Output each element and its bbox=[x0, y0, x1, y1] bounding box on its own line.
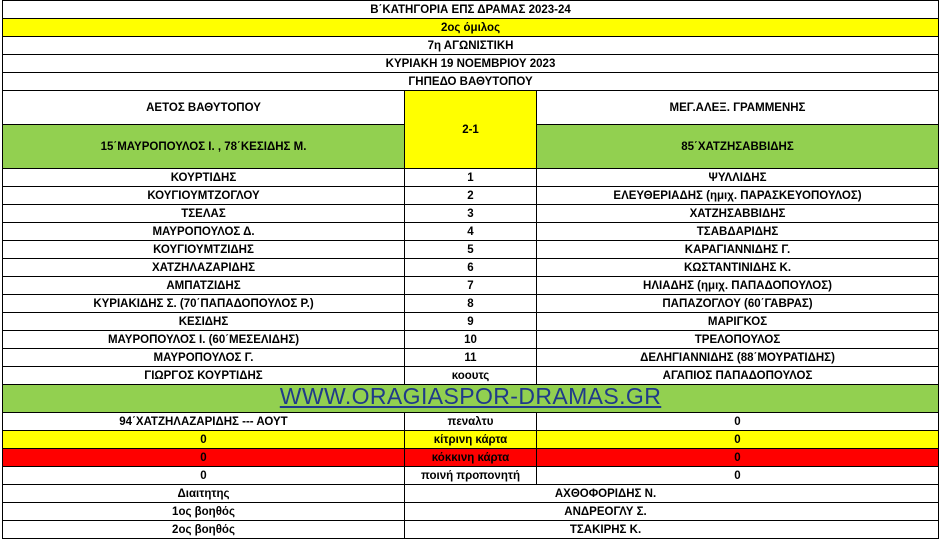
home-stat-value: 0 bbox=[3, 449, 405, 467]
lineup-row bbox=[3, 259, 939, 277]
official-row bbox=[3, 503, 939, 521]
lineup-row bbox=[3, 331, 939, 349]
away-coach: ΑΓΑΠΙΟΣ ΠΑΠΑΔΟΠΟΥΛΟΣ bbox=[537, 367, 939, 385]
official-role: 2ος βοηθός bbox=[3, 521, 405, 539]
away-player: ΜΑΡΙΓΚΟΣ bbox=[537, 313, 939, 331]
official-name: ΑΧΘΟΦΟΡΙΔΗΣ Ν. bbox=[405, 485, 939, 503]
away-scorers: 85΄ΧΑΤΖΗΣΑΒΒΙΔΗΣ bbox=[537, 125, 939, 169]
away-player: ΚΑΡΑΓΙΑΝΝΙΔΗΣ Γ. bbox=[537, 241, 939, 259]
official-row bbox=[3, 521, 939, 539]
official-name: ΤΣΑΚΙΡΗΣ Κ. bbox=[405, 521, 939, 539]
home-stat-value: 0 bbox=[3, 467, 405, 485]
official-role: 1ος βοηθός bbox=[3, 503, 405, 521]
lineup-row bbox=[3, 241, 939, 259]
home-stat-value: 94΄ΧΑΤΖΗΛΑΖΑΡΙΔΗΣ --- ΑΟΥΤ bbox=[3, 413, 405, 431]
match-report-table bbox=[2, 0, 939, 539]
official-row bbox=[3, 485, 939, 503]
home-player: ΑΜΠΑΤΖΙΔΗΣ bbox=[3, 277, 405, 295]
lineups-table bbox=[3, 169, 939, 367]
away-player: ΤΣΑΒΔΑΡΙΔΗΣ bbox=[537, 223, 939, 241]
away-player: ΧΑΤΖΗΣΑΒΒΙΔΗΣ bbox=[537, 205, 939, 223]
shirt-number: 11 bbox=[405, 349, 537, 367]
matchday-label: 7η ΑΓΩΝΙΣΤΙΚΗ bbox=[3, 37, 939, 55]
home-team-name: ΑΕΤΟΣ ΒΑΘΥΤΟΠΟΥ bbox=[3, 91, 405, 125]
shirt-number: 1 bbox=[405, 169, 537, 187]
home-player: ΚΟΥΓΙΟΥΜΤΖΟΓΛΟΥ bbox=[3, 187, 405, 205]
home-player: ΜΑΥΡΟΠΟΥΛΟΣ Δ. bbox=[3, 223, 405, 241]
lineup-row bbox=[3, 223, 939, 241]
league-title: Β΄ΚΑΤΗΓΟΡΙΑ ΕΠΣ ΔΡΑΜΑΣ 2023-24 bbox=[3, 1, 939, 19]
final-score: 2-1 bbox=[405, 91, 537, 169]
home-player: ΜΑΥΡΟΠΟΥΛΟΣ Γ. bbox=[3, 349, 405, 367]
stat-row bbox=[3, 413, 939, 431]
website-link[interactable]: WWW.ORAGIASPOR-DRAMAS.GR bbox=[279, 384, 662, 409]
away-player: ΨΥΛΛΙΔΗΣ bbox=[537, 169, 939, 187]
away-player: ΚΩΣΤΑΝΤΙΝΙΔΗΣ Κ. bbox=[537, 259, 939, 277]
shirt-number: 10 bbox=[405, 331, 537, 349]
lineup-row bbox=[3, 277, 939, 295]
away-player: ΕΛΕΥΘΕΡΙΑΔΗΣ (ημιχ. ΠΑΡΑΣΚΕΥΟΠΟΥΛΟΣ) bbox=[537, 187, 939, 205]
away-stat-value: 0 bbox=[537, 413, 939, 431]
official-name: ΑΝΔΡΕΟΓΛΥ Σ. bbox=[405, 503, 939, 521]
away-stat-value: 0 bbox=[537, 467, 939, 485]
home-player: ΚΕΣΙΔΗΣ bbox=[3, 313, 405, 331]
lineup-row bbox=[3, 313, 939, 331]
home-scorers: 15΄ΜΑΥΡΟΠΟΥΛΟΣ Ι. , 78΄ΚΕΣΙΔΗΣ Μ. bbox=[3, 125, 405, 169]
stat-row bbox=[3, 449, 939, 467]
home-player: ΚΟΥΡΤΙΔΗΣ bbox=[3, 169, 405, 187]
away-player: ΠΑΠΑΖΟΓΛΟΥ (60΄ΓΑΒΡΑΣ) bbox=[537, 295, 939, 313]
stat-row bbox=[3, 467, 939, 485]
coach-label: κοουτς bbox=[405, 367, 537, 385]
away-player: ΗΛΙΑΔΗΣ (ημιχ. ΠΑΠΑΔΟΠΟΥΛΟΣ) bbox=[537, 277, 939, 295]
away-stat-value: 0 bbox=[537, 431, 939, 449]
shirt-number: 4 bbox=[405, 223, 537, 241]
shirt-number: 5 bbox=[405, 241, 537, 259]
shirt-number: 8 bbox=[405, 295, 537, 313]
shirt-number: 3 bbox=[405, 205, 537, 223]
lineup-row bbox=[3, 295, 939, 313]
lineup-row bbox=[3, 205, 939, 223]
home-player: ΚΟΥΓΙΟΥΜΤΖΙΔΗΣ bbox=[3, 241, 405, 259]
shirt-number: 6 bbox=[405, 259, 537, 277]
lineup-row bbox=[3, 187, 939, 205]
venue-label: ΓΗΠΕΔΟ ΒΑΘΥΤΟΠΟΥ bbox=[3, 73, 939, 91]
match-date: ΚΥΡΙΑΚΗ 19 ΝΟΕΜΒΡΙΟΥ 2023 bbox=[3, 55, 939, 73]
lineup-row bbox=[3, 349, 939, 367]
stat-label: πεναλτυ bbox=[405, 413, 537, 431]
home-player: ΧΑΤΖΗΛΑΖΑΡΙΔΗΣ bbox=[3, 259, 405, 277]
away-team-name: ΜΕΓ.ΑΛΕΞ. ΓΡΑΜΜΕΝΗΣ bbox=[537, 91, 939, 125]
stat-row bbox=[3, 431, 939, 449]
officials-table bbox=[3, 485, 939, 539]
shirt-number: 2 bbox=[405, 187, 537, 205]
away-player: ΤΡΕΛΟΠΟΥΛΟΣ bbox=[537, 331, 939, 349]
stat-label: κόκκινη κάρτα bbox=[405, 449, 537, 467]
group-label: 2ος όμιλος bbox=[3, 19, 939, 37]
lineup-row bbox=[3, 169, 939, 187]
away-player: ΔΕΛΗΓΙΑΝΝΙΔΗΣ (88΄ΜΟΥΡΑΤΙΔΗΣ) bbox=[537, 349, 939, 367]
home-player: ΚΥΡΙΑΚΙΔΗΣ Σ. (70΄ΠΑΠΑΔΟΠΟΥΛΟΣ Ρ.) bbox=[3, 295, 405, 313]
official-role: Διαιτητης bbox=[3, 485, 405, 503]
shirt-number: 9 bbox=[405, 313, 537, 331]
stat-label: κίτρινη κάρτα bbox=[405, 431, 537, 449]
away-stat-value: 0 bbox=[537, 449, 939, 467]
shirt-number: 7 bbox=[405, 277, 537, 295]
home-player: ΜΑΥΡΟΠΟΥΛΟΣ Ι. (60΄ΜΕΣΕΛΙΔΗΣ) bbox=[3, 331, 405, 349]
home-stat-value: 0 bbox=[3, 431, 405, 449]
stats-table bbox=[3, 413, 939, 485]
stat-label: ποινή προπονητή bbox=[405, 467, 537, 485]
website-banner bbox=[3, 385, 939, 413]
home-coach: ΓΙΩΡΓΟΣ ΚΟΥΡΤΙΔΗΣ bbox=[3, 367, 405, 385]
home-player: ΤΣΕΛΑΣ bbox=[3, 205, 405, 223]
